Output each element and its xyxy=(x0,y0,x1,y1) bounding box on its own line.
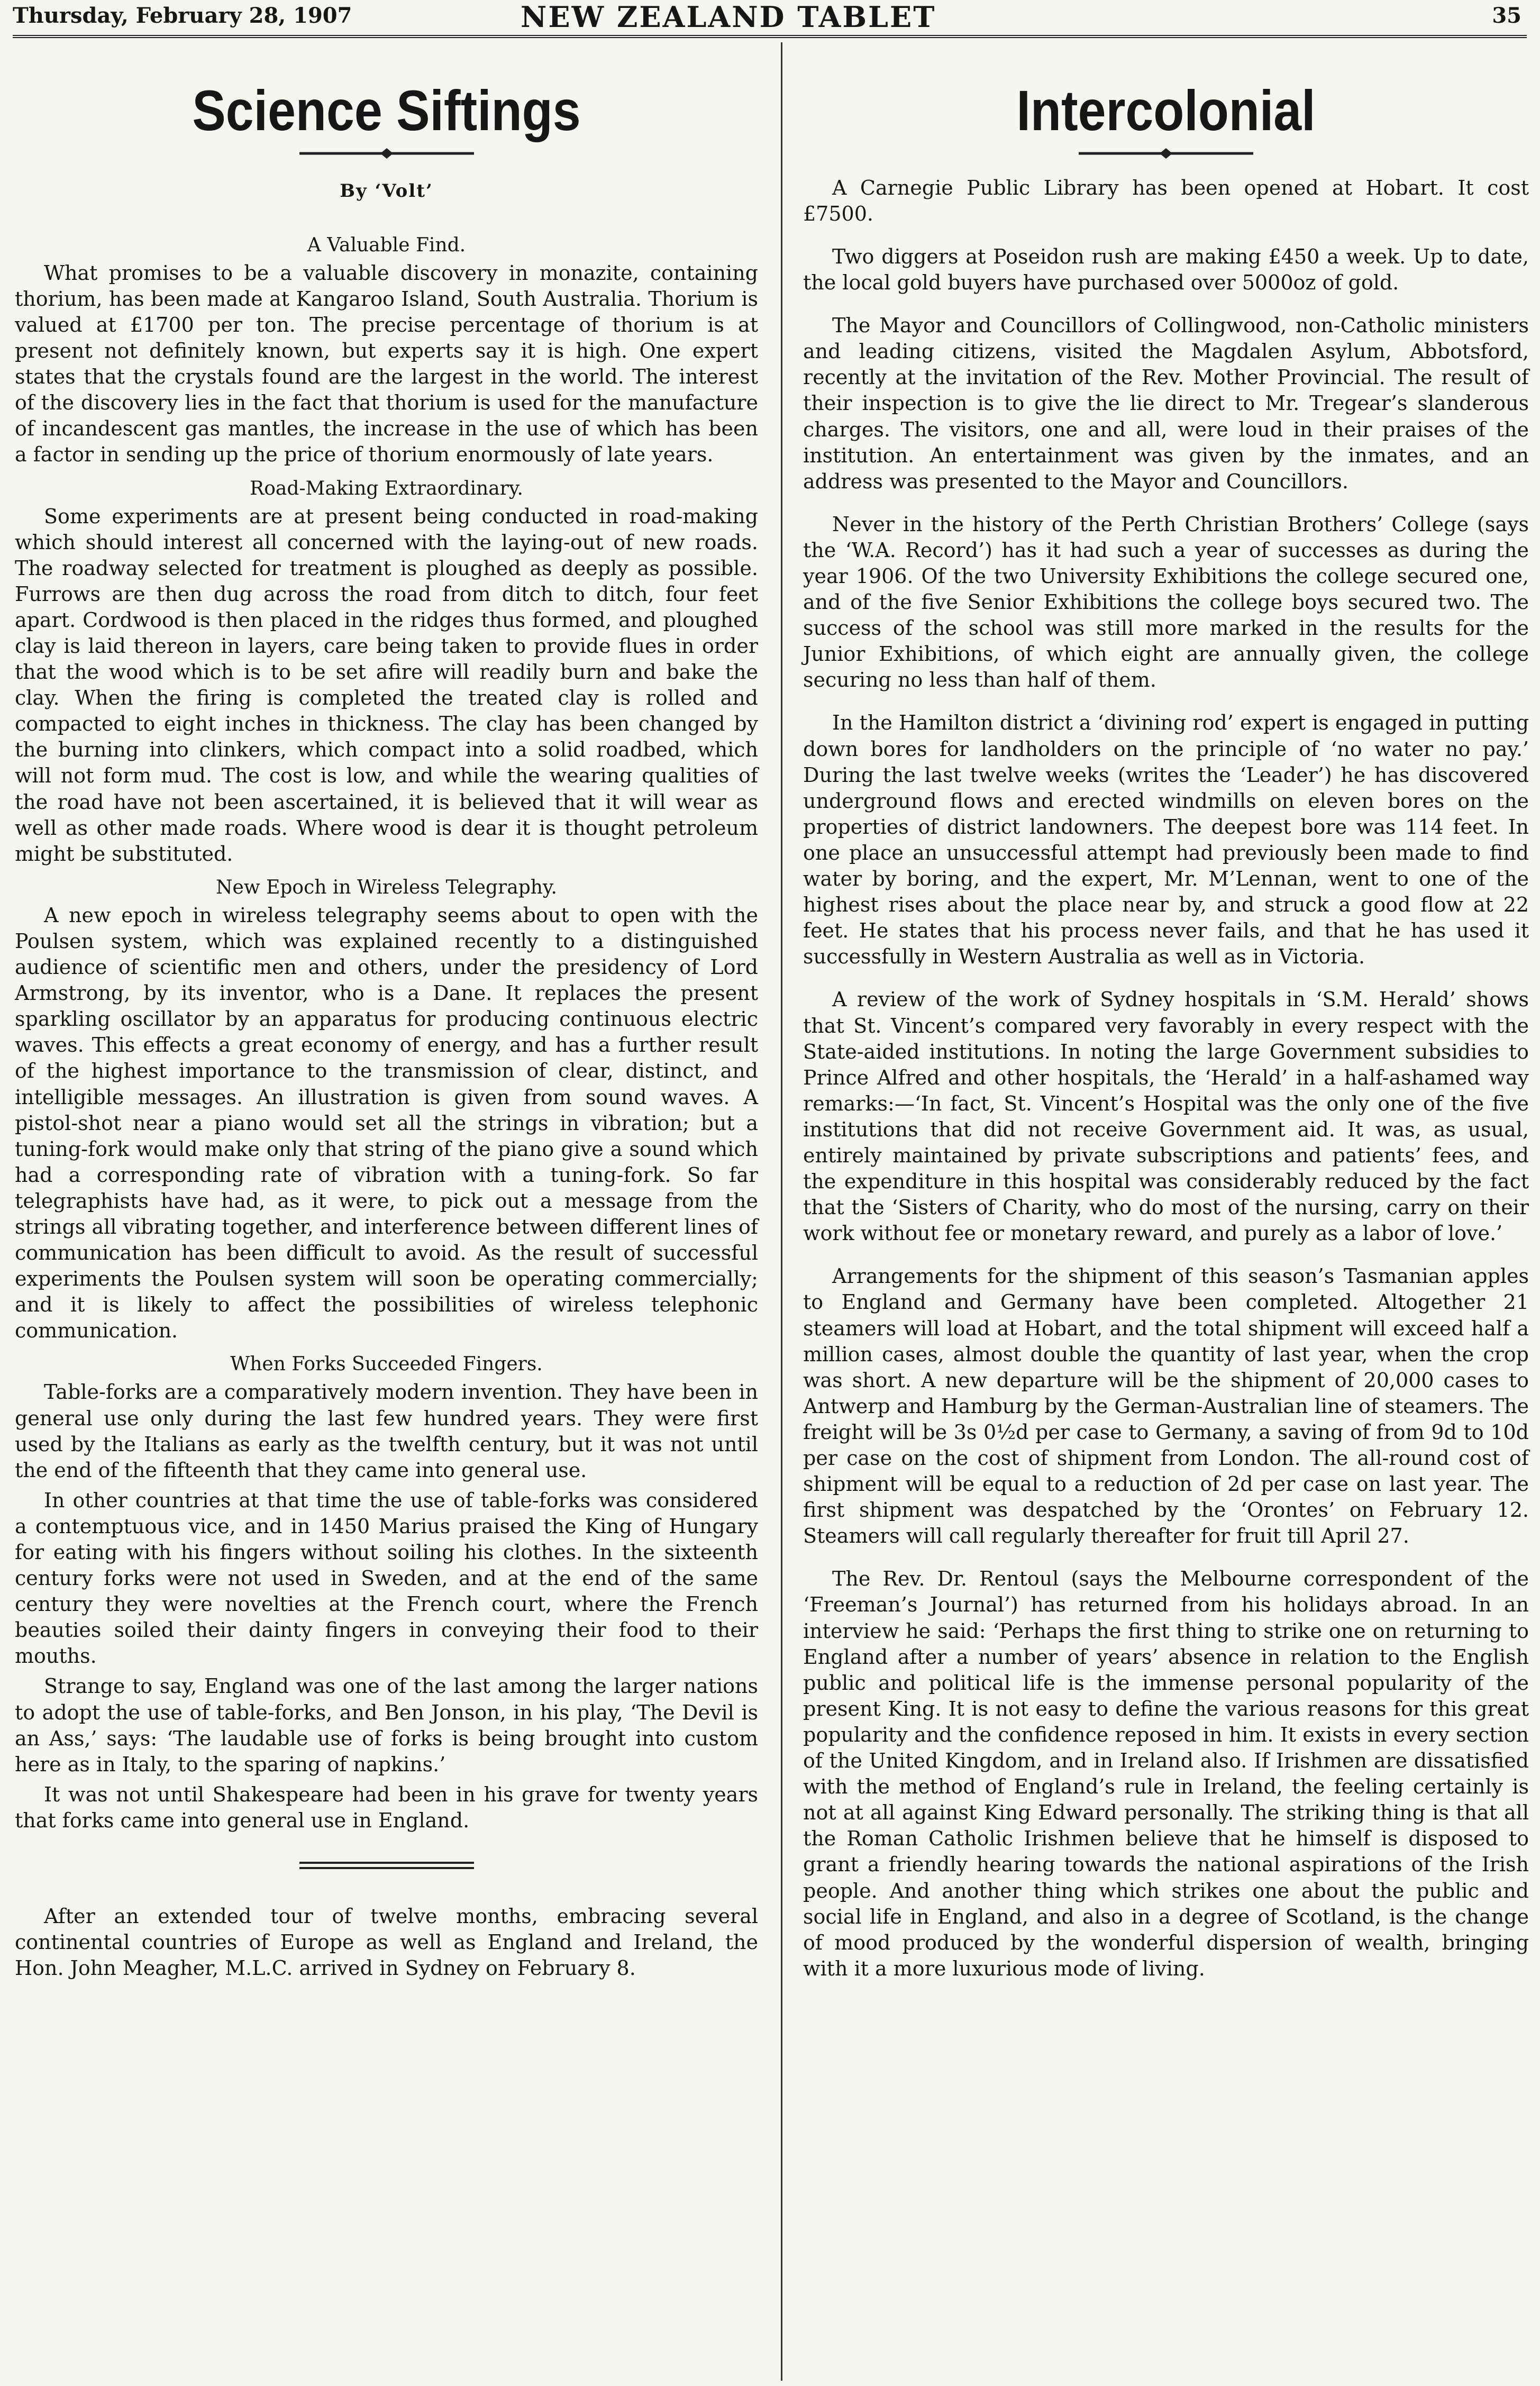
page-number: 35 xyxy=(1492,3,1521,28)
section-heading: When Forks Succeeded Fingers. xyxy=(230,1353,543,1376)
intercolonial-item: A Carnegie Public Library has been opened at Hobart. It cost £7500. xyxy=(803,176,1529,225)
page-header xyxy=(13,0,1527,38)
title-ornament-rule xyxy=(1079,148,1253,159)
intercolonial-item: Never in the history of the Perth Christian Brothers’ College (says the ‘W.A. Record’) has it had such a year of successes as during the year 1906. Of the two University Exhibitions the college secured one, and of the five Senior Exhibitions the college boys secured two. The success of the school was still more marked in the results for the Junior Exhibitions, of which eight are annually given, the college securing no less than half of them. xyxy=(803,512,1529,692)
science-siftings-title: Science Siftings xyxy=(192,78,581,142)
title-ornament-rule xyxy=(299,148,474,159)
intercolonial-item: Arrangements for the shipment of this season’s Tasmanian apples to England and Germany have been completed. Altogether 21 steamers will load at Hobart, and the total shipment will exceed half a million cases, almost double the quantity of last year, when the crop was short. A new departure will be the shipment of 20,000 cases to Antwerp and Hamburg by the German-Australian line of steamers. The freight will be 3s 0½d per case to Germany, a saving of from 9d to 10d per case on the cost of shipment from London. The all-round cost of shipment will be equal to a reduction of 2d per case on last year. The first shipment was despatched by the ‘Orontes’ on February 12. Steamers will call regularly thereafter for fruit till April 27. xyxy=(803,1264,1529,1548)
intercolonial-column xyxy=(803,42,1529,1999)
intercolonial-item: The Rev. Dr. Rentoul (says the Melbourne correspondent of the ‘Freeman’s Journal’) has returned from his holidays abroad. In an interview he said: ‘Perhaps the first thing to strike one on returning to England after a number of years’ absence in relation to the English public and political life is the immense personal popularity of the present King. It is not easy to define the various reasons for this great popularity and the confidence reposed in him. It exists in every section of the United Kingdom, and in Ireland also. If Irishmen are dissatisfied with the method of England’s rule in Ireland, the feeling certainly is not at all against King Edward personally. The striking thing is that all the Roman Catholic Irishmen believe that he himself is disposed to grant a friendly hearing towards the national aspirations of the Irish people. And another thing which strikes one about the public and social life in England, and also in a degree of Scotland, is the change of mood produced by the wonderful dispersion of wealth, bringing with it a more luxurious mode of living. xyxy=(803,1567,1529,1980)
intercolonial-items xyxy=(803,175,1529,1982)
column-divider xyxy=(781,42,782,2381)
article-paragraph: Some experiments are at present being conducted in road-making which should interest all concerned with the laying-out of new roads. The roadway selected for treatment is ploughed as deeply as possible. Furrows are then dug across the road from ditch to ditch, four feet apart. Cordwood is then placed in the ridges thus formed, and ploughed clay is laid thereon in layers, care being taken to provide flues in order that the wood which is to be set afire will readily burn and bake the clay. When the firing is completed the treated clay is rolled and compacted to eight inches in thickness. The clay has been changed by the burning into clinkers, which compact into a solid roadbed, which will not form mud. The cost is low, and while the wearing qualities of the road have not been ascertained, it is believed that it will wear as well as other made roads. Where wood is dear it is thought petroleum might be substituted. xyxy=(15,504,758,866)
after-rule-news xyxy=(15,1904,758,1981)
science-siftings-column xyxy=(15,42,758,1986)
section-heading: Road-Making Extraordinary. xyxy=(250,477,523,499)
science-sections xyxy=(15,233,758,1834)
section-separator-rule xyxy=(299,1860,474,1872)
article-paragraph: Strange to say, England was one of the last among the larger nations to adopt the use of table-forks, and Ben Jonson, in his play, ‘The Devil is an Ass,’ says: ‘The laudable use of forks is being brought into custom here as in Italy, to the sparing of napkins.’ xyxy=(15,1674,758,1776)
intercolonial-title: Intercolonial xyxy=(1016,78,1316,142)
article-paragraph: What promises to be a valuable discovery in monazite, containing thorium, has been made at Kangaroo Island, South Australia. Thorium is valued at £1700 per ton. The precise percentage of thorium is at present not definitely known, but experts say it is high. One expert states that the crystals found are the largest in the world. The interest of the discovery lies in the fact that thorium is used for the manufacture of incandescent gas mantles, the increase in the use of which has been a factor in sending up the price of thorium enormously of late years. xyxy=(15,261,758,467)
intercolonial-item: The Mayor and Councillors of Collingwood, non-Catholic ministers and leading citizens, visited the Magdalen Asylum, Abbotsford, recently at the invitation of the Rev. Mother Provincial. The result of their inspection is to give the lie direct to Mr. Tregear’s slanderous charges. The visitors, one and all, were loud in their praises of the institution. An entertainment was given by the inmates, and an address was presented to the Mayor and Councillors. xyxy=(803,314,1529,493)
intercolonial-item: Two diggers at Poseidon rush are making £450 a week. Up to date, the local gold buyers have purchased over 5000oz of gold. xyxy=(803,244,1529,295)
masthead: NEW ZEALAND TABLET xyxy=(521,0,936,34)
intercolonial-item: In the Hamilton district a ‘divining rod’ expert is engaged in putting down bores for landholders on the principle of ‘no water no pay.’ During the last twelve weeks (writes the ‘Leader’) he has discovered underground flows and erected windmills on eleven bores on the properties of district landowners. The deepest bore was 114 feet. In one place an unsuccessful attempt had previously been made to find water by boring, and the expert, Mr. M’Lennan, went to one of the highest rises about the place near by, and struck a good flow at 22 feet. He states that his process never fails, and that he has used it successfully in Western Australia as well as in Victoria. xyxy=(803,711,1529,969)
article-paragraph: A new epoch in wireless telegraphy seems about to open with the Poulsen system, which was explained recently to a distinguished audience of scientific men and others, under the presidency of Lord Armstrong, by its inventor, who is a Dane. It replaces the present sparkling oscillator by an apparatus for producing continuous electric waves. This effects a great economy of energy, and has a further result of the highest importance to the transmission of clear, distinct, and intelligible messages. An illustration is given from sound waves. A pistol-shot near a piano would set all the strings in vibration; but a tuning-fork would make only that string of the piano give a sound which had a corresponding rate of vibration with a tuning-fork. So far telegraphists have had, as it were, to pick out a message from the strings all vibrating together, and interference between different lines of communication has been difficult to avoid. As the result of successful experiments the Poulsen system will soon be operating commercially; and it is likely to affect the possibilities of wireless telephonic communication. xyxy=(15,903,758,1343)
issue-date: Thursday, February 28, 1907 xyxy=(13,3,352,28)
byline: By ‘Volt’ xyxy=(340,180,433,202)
news-paragraph: After an extended tour of twelve months, embracing several continental countries of Europe as well as England and Ireland, the Hon. John Meagher, M.L.C. arrived in Sydney on February 8. xyxy=(15,1905,758,1980)
intercolonial-item: A review of the work of Sydney hospitals in ‘S.M. Herald’ shows that St. Vincent’s compared very favorably in every respect with the State-aided institutions. In noting the large Government subsidies to Prince Alfred and other hospitals, the ‘Herald’ in a half-ashamed way remarks:—‘In fact, St. Vincent’s Hospital was the only one of the five institutions that did not receive Government aid. It was, as usual, entirely maintained by private subscriptions and patients’ fees, and the expenditure in this hospital was considerably reduced by the fact that the ‘Sisters of Charity, who do most of the nursing, carry on their work without fee or monetary reward, and purely as a labor of love.’ xyxy=(803,988,1529,1245)
article-paragraph: In other countries at that time the use of table-forks was considered a contemptuous vice, and in 1450 Marius praised the King of Hungary for eating with his fingers without soiling his clothes. In the sixteenth century forks were not used in Sweden, and at the end of the same century they were novelties at the French court, where the French beauties soiled their dainty fingers in conveying their food to their mouths. xyxy=(15,1488,758,1668)
article-paragraph: Table-forks are a comparatively modern invention. They have been in general use only during the last few hundred years. They were first used by the Italians as early as the twelfth century, but it was not until the end of the fifteenth that they came into general use. xyxy=(15,1380,758,1482)
section-heading: New Epoch in Wireless Telegraphy. xyxy=(216,876,557,898)
section-heading: A Valuable Find. xyxy=(307,234,466,256)
article-paragraph: It was not until Shakespeare had been in his grave for twenty years that forks came into general use in England. xyxy=(15,1782,758,1832)
